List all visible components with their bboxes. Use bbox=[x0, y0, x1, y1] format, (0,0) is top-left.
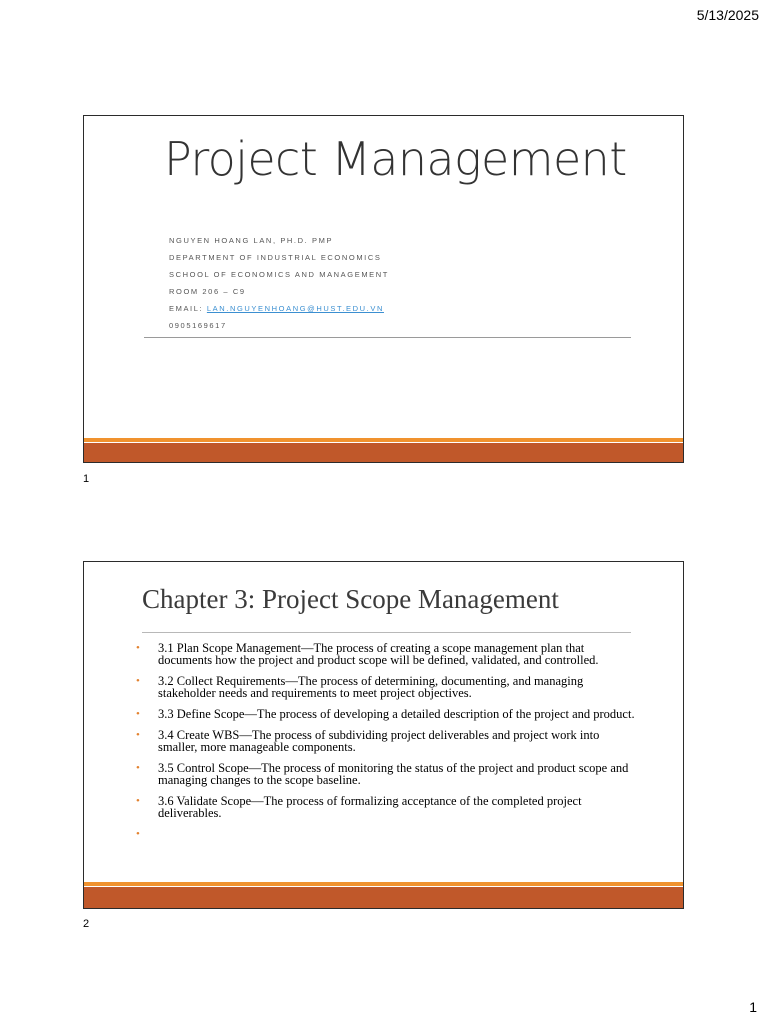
room: ROOM 206 – C9 bbox=[169, 287, 246, 296]
bullet-text: 3.2 Collect Requirements—The process of determining, documenting, and managing stakeholder needs and requirements to meet project objectives. bbox=[158, 674, 584, 700]
department: DEPARTMENT OF INDUSTRIAL ECONOMICS bbox=[169, 253, 382, 262]
bullet-item bbox=[136, 762, 636, 786]
bullet-item bbox=[136, 795, 636, 819]
phone: 0905169617 bbox=[169, 321, 227, 330]
bullet-item bbox=[136, 642, 636, 666]
bullet-icon: • bbox=[136, 795, 140, 807]
page-number: 1 bbox=[749, 999, 757, 1015]
bullet-icon: • bbox=[136, 708, 140, 720]
slide-title: Chapter 3: Project Scope Management bbox=[142, 584, 559, 614]
email-label: EMAIL: bbox=[169, 304, 207, 313]
school: SCHOOL OF ECONOMICS AND MANAGEMENT bbox=[169, 270, 389, 279]
author-name: NGUYEN HOANG LAN, PH.D. PMP bbox=[169, 236, 334, 245]
accent-bar-thick bbox=[84, 887, 683, 909]
bullet-text: 3.6 Validate Scope—The process of formalizing acceptance of the completed project deliverables. bbox=[158, 794, 582, 820]
bullet-text: 3.1 Plan Scope Management—The process of creating a scope management plan that documents how the project and product scope will be defined, validated, and controlled. bbox=[158, 641, 599, 667]
accent-bar-thin bbox=[84, 438, 683, 442]
bullet-icon: • bbox=[136, 729, 140, 741]
email-link[interactable]: LAN.NGUYENHOANG@HUST.EDU.VN bbox=[206, 304, 384, 313]
bullet-text: 3.3 Define Scope—The process of developing a detailed description of the project and product. bbox=[158, 707, 635, 721]
slide-number: 1 bbox=[83, 473, 90, 485]
print-date: 5/13/2025 bbox=[696, 7, 759, 23]
bullet-icon: • bbox=[136, 762, 140, 774]
slide-title: Project Management bbox=[164, 132, 627, 186]
author-info bbox=[169, 232, 389, 334]
bullet-list bbox=[136, 641, 636, 840]
email-line bbox=[169, 300, 389, 317]
bullet-text: 3.5 Control Scope—The process of monitoring the status of the project and product scope and managing changes to the scope baseline. bbox=[158, 761, 629, 787]
divider bbox=[142, 632, 631, 633]
bullet-item bbox=[136, 675, 636, 699]
bullet-text: 3.4 Create WBS—The process of subdividing project deliverables and project work into smaller, more manageable components. bbox=[158, 728, 600, 754]
slide-number: 2 bbox=[83, 918, 90, 930]
accent-bar-thick bbox=[84, 443, 683, 463]
bullet-icon: • bbox=[136, 828, 140, 840]
slide-1 bbox=[83, 115, 684, 463]
bullet-item bbox=[136, 729, 636, 753]
divider bbox=[144, 337, 631, 338]
bullet-icon: • bbox=[136, 675, 140, 687]
accent-bar-thin bbox=[84, 882, 683, 886]
bullet-item bbox=[136, 708, 636, 720]
slide-2 bbox=[83, 561, 684, 909]
bullet-icon: • bbox=[136, 642, 140, 654]
